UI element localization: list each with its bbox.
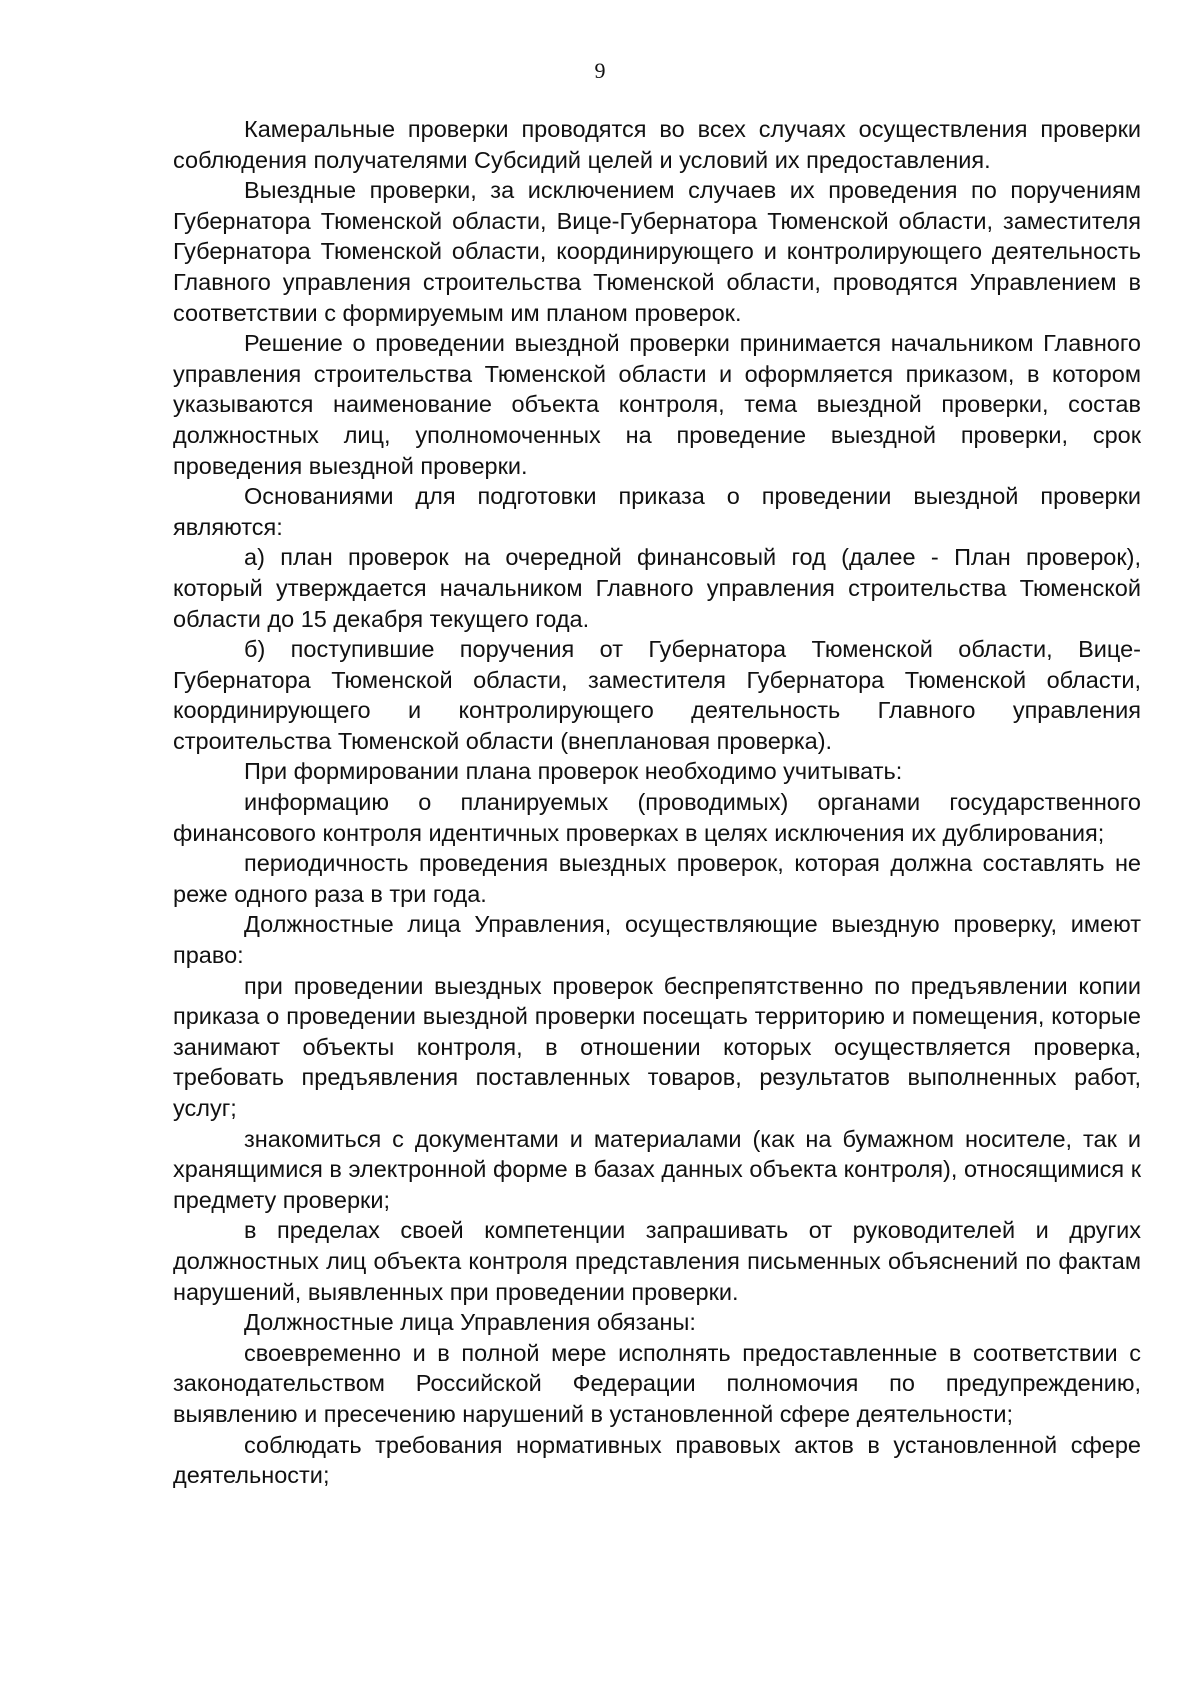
paragraph: соблюдать требования нормативных правовых актов в установленной сфере деятельности;	[173, 1431, 1141, 1489]
paragraph: Выездные проверки, за исключением случаев их проведения по поручениям Губернатора Тюменской области, Вице-Губернатора Тюменской области, заместителя Губернатора Тюменской области, координирующего и контролирующего деятельность Главного управления строительства Тюменской области, проводятся Управлением в соответствии с формируемым им планом проверок.	[173, 177, 1141, 326]
paragraph: Основаниями для подготовки приказа о проведении выездной проверки являются:	[173, 483, 1141, 540]
paragraph: Должностные лица Управления, осуществляющие выездную проверку, имеют право:	[173, 911, 1141, 969]
paragraph: периодичность проведения выездных проверок, которая должна составлять не реже одного раза в три года.	[173, 850, 1141, 907]
page-number: 9	[594, 58, 606, 83]
paragraph: Решение о проведении выездной проверки принимается начальником Главного управления строительства Тюменской области и оформляется приказом, в котором указываются наименование объекта контроля, тема выездной проверки, состав должностных лиц, уполномоченных на проведение выездной проверки, срок проведения выездной проверки.	[173, 330, 1141, 479]
paragraph: Должностные лица Управления обязаны:	[244, 1309, 696, 1336]
document-body	[173, 114, 1141, 1491]
paragraph: в пределах своей компетенции запрашивать от руководителей и других должностных лиц объекта контроля представления письменных объяснений по фактам нарушений, выявленных при проведении проверки.	[173, 1217, 1141, 1305]
paragraph: б) поступившие поручения от Губернатора Тюменской области, Вице-Губернатора Тюменской области, заместителя Губернатора Тюменской области, координирующего и контролирующего деятельность Главного управления строительства Тюменской области (внеплановая проверка).	[173, 636, 1141, 754]
paragraph: Камеральные проверки проводятся во всех случаях осуществления проверки соблюдения получателями Субсидий целей и условий их предоставления.	[173, 116, 1141, 173]
paragraph: при проведении выездных проверок беспрепятственно по предъявлении копии приказа о проведении выездной проверки посещать территорию и помещения, которые занимают объекты контроля, в отношении которых осуществляется проверка, требовать предъявления поставленных товаров, результатов выполненных работ, услуг;	[173, 972, 1141, 1121]
paragraph: При формировании плана проверок необходимо учитывать:	[244, 758, 903, 785]
paragraph: своевременно и в полной мере исполнять предоставленные в соответствии с законодательством Российской Федерации полномочия по предупреждению, выявлению и пресечению нарушений в установленной сфере деятельности;	[173, 1339, 1141, 1427]
paragraph: информацию о планируемых (проводимых) органами государственного финансового контроля идентичных проверках в целях исключения их дублирования;	[173, 789, 1141, 846]
paragraph: а) план проверок на очередной финансовый год (далее - План проверок), который утверждается начальником Главного управления строительства Тюменской области до 15 декабря текущего года.	[173, 544, 1141, 632]
paragraph: знакомиться с документами и материалами (как на бумажном носителе, так и хранящимися в электронной форме в базах данных объекта контроля), относящимися к предмету проверки;	[173, 1125, 1141, 1213]
